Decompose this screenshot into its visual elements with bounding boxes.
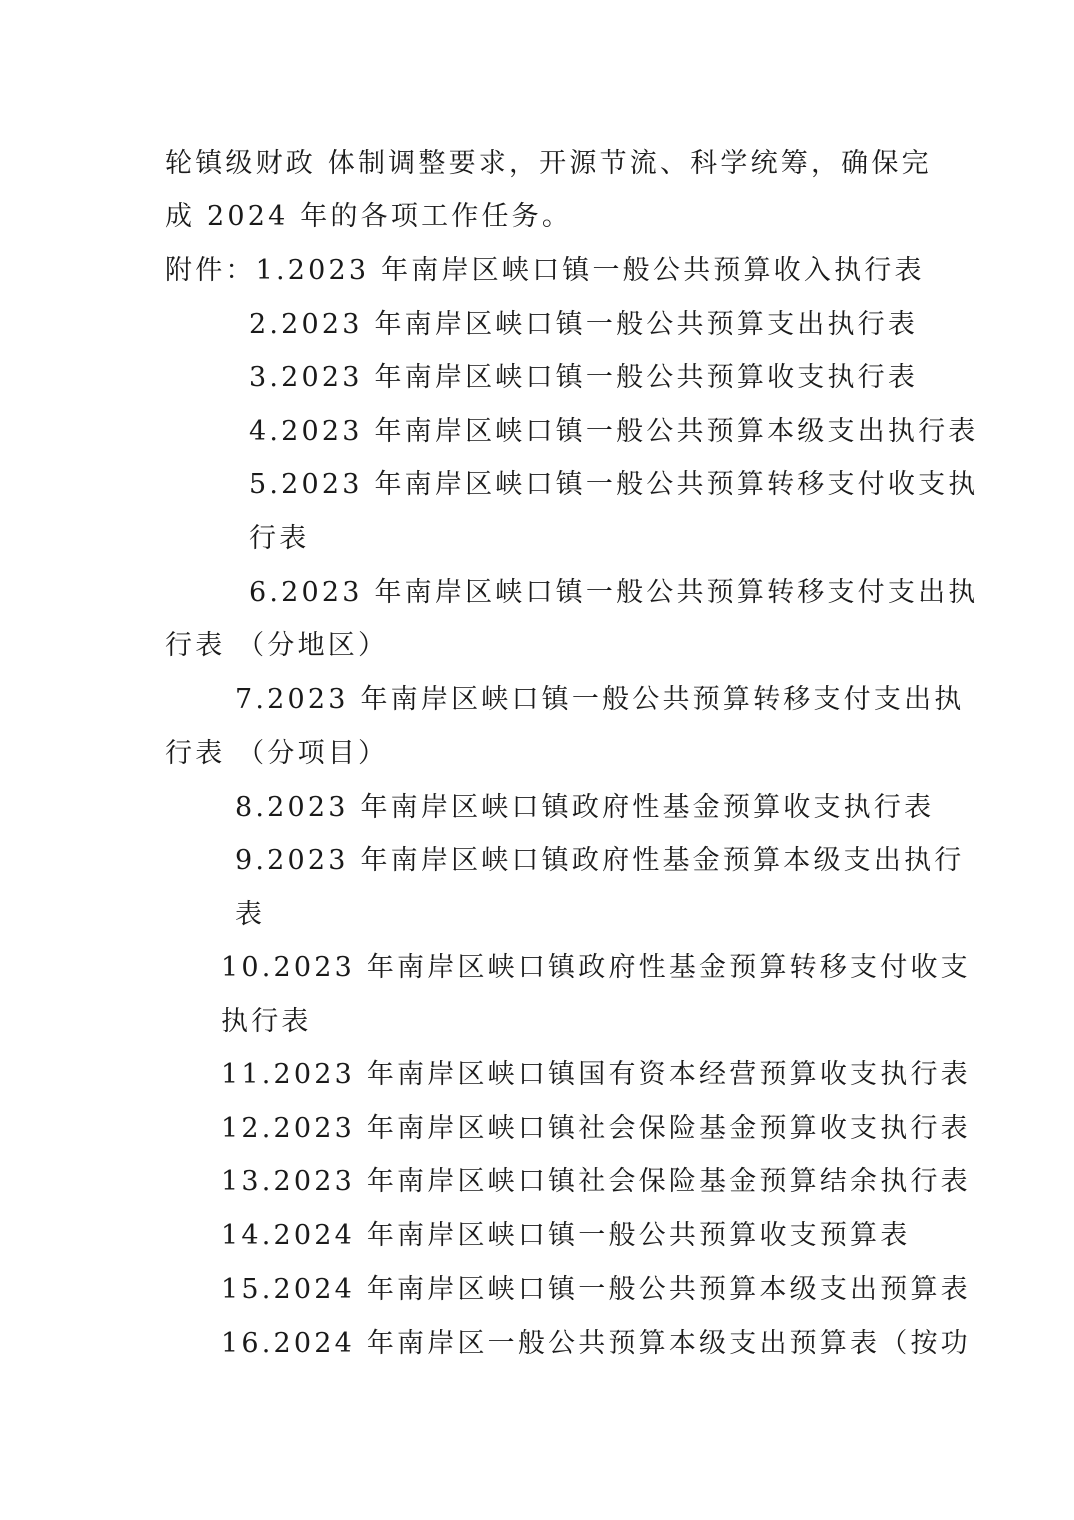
attachment-number: 4. <box>249 416 282 447</box>
attachment-title-continued: 表 <box>235 899 266 930</box>
attachment-item-14 <box>221 1220 910 1252</box>
attachment-number: 3. <box>249 362 282 393</box>
attachment-number: 7. <box>235 684 268 715</box>
attachments-label: 附件： <box>165 255 256 286</box>
paragraph-line: 成 2024 年的各项工作任务。 <box>165 201 573 232</box>
attachment-title-continued: 行表 <box>249 523 310 554</box>
attachment-item-1 <box>165 255 925 287</box>
attachment-number: 14. <box>221 1220 274 1251</box>
attachment-item-11 <box>221 1059 971 1091</box>
attachment-title: 2023 年南岸区峡口镇一般公共预算收入执行表 <box>287 255 925 286</box>
attachment-item-13 <box>221 1166 971 1198</box>
attachment-title: 2024 年南岸区一般公共预算本级支出预算表（按功 <box>273 1328 971 1359</box>
attachment-title: 2023 年南岸区峡口镇一般公共预算支出执行表 <box>281 309 919 340</box>
attachment-title: 2024 年南岸区峡口镇一般公共预算本级支出预算表 <box>273 1274 971 1305</box>
attachment-title: 2023 年南岸区峡口镇社会保险基金预算结余执行表 <box>273 1166 971 1197</box>
attachment-title-continued: 行表 （分地区） <box>165 630 389 661</box>
attachment-title: 2023 年南岸区峡口镇一般公共预算本级支出执行表 <box>281 416 979 447</box>
attachment-number: 15. <box>221 1274 274 1305</box>
attachment-item-15 <box>221 1274 971 1306</box>
paragraph-line: 轮镇级财政 体制调整要求，开源节流、科学统筹，确保完 <box>165 148 932 179</box>
attachment-title: 2023 年南岸区峡口镇国有资本经营预算收支执行表 <box>273 1059 971 1090</box>
attachment-title: 2023 年南岸区峡口镇政府性基金预算转移支付收支 <box>273 952 971 983</box>
attachment-title: 2023 年南岸区峡口镇社会保险基金预算收支执行表 <box>273 1113 971 1144</box>
attachment-item-5 <box>249 469 978 501</box>
attachment-title: 2024 年南岸区峡口镇一般公共预算收支预算表 <box>273 1220 911 1251</box>
attachment-item-12 <box>221 1113 971 1145</box>
attachment-title: 2023 年南岸区峡口镇一般公共预算转移支付收支执 <box>281 469 979 500</box>
attachment-title: 2023 年南岸区峡口镇政府性基金预算收支执行表 <box>267 792 935 823</box>
attachment-number: 10. <box>221 952 274 983</box>
attachment-number: 9. <box>235 845 268 876</box>
attachment-number: 16. <box>221 1328 274 1359</box>
attachment-title: 2023 年南岸区峡口镇一般公共预算转移支付支出执 <box>267 684 965 715</box>
attachment-item-3 <box>249 362 918 394</box>
attachment-title: 2023 年南岸区峡口镇一般公共预算转移支付支出执 <box>281 577 979 608</box>
attachment-number: 12. <box>221 1113 274 1144</box>
attachment-item-2 <box>249 309 918 341</box>
attachment-item-8 <box>235 792 934 824</box>
attachment-number: 2. <box>249 309 282 340</box>
attachment-title: 2023 年南岸区峡口镇政府性基金预算本级支出执行 <box>267 845 965 876</box>
attachment-title: 2023 年南岸区峡口镇一般公共预算收支执行表 <box>281 362 919 393</box>
attachment-item-4 <box>249 416 978 448</box>
attachment-title-continued: 执行表 <box>221 1006 312 1037</box>
attachment-number: 1. <box>255 255 288 286</box>
attachment-item-16 <box>221 1328 971 1360</box>
attachment-item-10 <box>221 952 971 984</box>
attachment-item-6 <box>249 577 978 609</box>
attachment-item-7 <box>235 684 964 716</box>
attachment-number: 11. <box>221 1059 274 1090</box>
attachment-item-9 <box>235 845 964 877</box>
attachment-number: 6. <box>249 577 282 608</box>
attachment-number: 5. <box>249 469 282 500</box>
attachment-title-continued: 行表 （分项目） <box>165 738 389 769</box>
attachment-number: 13. <box>221 1166 274 1197</box>
attachment-number: 8. <box>235 792 268 823</box>
